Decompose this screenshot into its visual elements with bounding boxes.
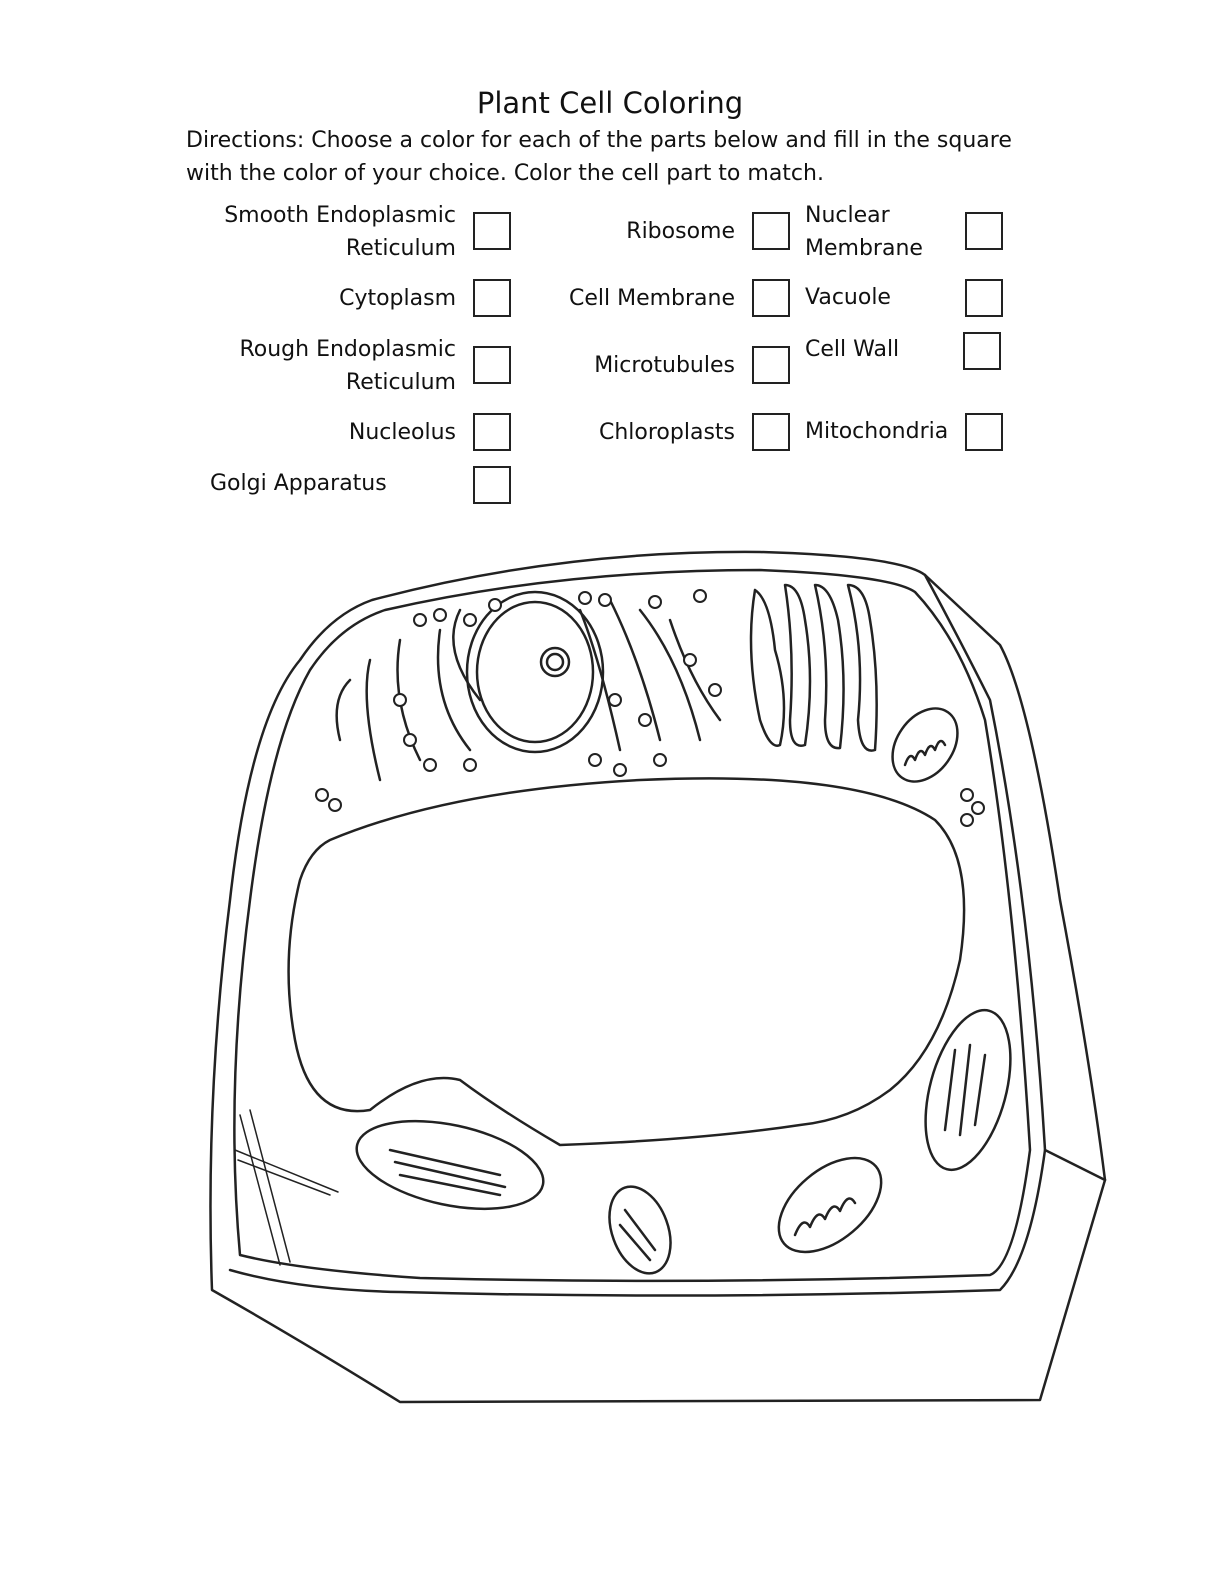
page-title: Plant Cell Coloring — [476, 86, 744, 120]
nucleolus — [541, 648, 569, 676]
cell-wall-front-edge — [230, 1150, 1045, 1296]
label-rough-er-1: Rough Endoplasmic — [239, 337, 456, 362]
chloroplasts — [349, 1001, 1026, 1224]
label-ribosome: Ribosome — [626, 219, 735, 244]
rough-er — [337, 600, 720, 780]
label-nuclear-membrane-1: Nuclear — [805, 203, 890, 228]
label-golgi: Golgi Apparatus — [210, 471, 387, 496]
label-mitochondria: Mitochondria — [805, 419, 949, 444]
nuclear-membrane-inner — [477, 602, 593, 742]
label-smooth-er-1: Smooth Endoplasmic — [224, 203, 456, 228]
directions-line-1: Directions: Choose a color for each of the parts below and fill in the square — [186, 128, 1012, 153]
label-nuclear-membrane-2: Membrane — [805, 236, 923, 261]
label-vacuole: Vacuole — [805, 285, 891, 310]
label-microtubules: Microtubules — [594, 353, 735, 378]
label-chloroplasts: Chloroplasts — [598, 420, 735, 445]
directions-line-2: with the color of your choice. Color the cell part to match. — [186, 161, 824, 186]
label-cell-membrane: Cell Membrane — [568, 286, 735, 311]
cell-membrane — [234, 570, 1030, 1281]
label-cell-wall: Cell Wall — [805, 337, 900, 362]
label-smooth-er-2: Reticulum — [345, 236, 456, 261]
microtubules — [235, 1110, 338, 1265]
mitochondria — [598, 696, 971, 1282]
label-rough-er-2: Reticulum — [345, 370, 456, 395]
smooth-er — [751, 585, 877, 751]
vacuole — [289, 778, 965, 1145]
label-nucleolus: Nucleolus — [348, 420, 456, 445]
cell-wall-back-edge — [925, 575, 1105, 1180]
label-cytoplasm: Cytoplasm — [339, 286, 456, 311]
